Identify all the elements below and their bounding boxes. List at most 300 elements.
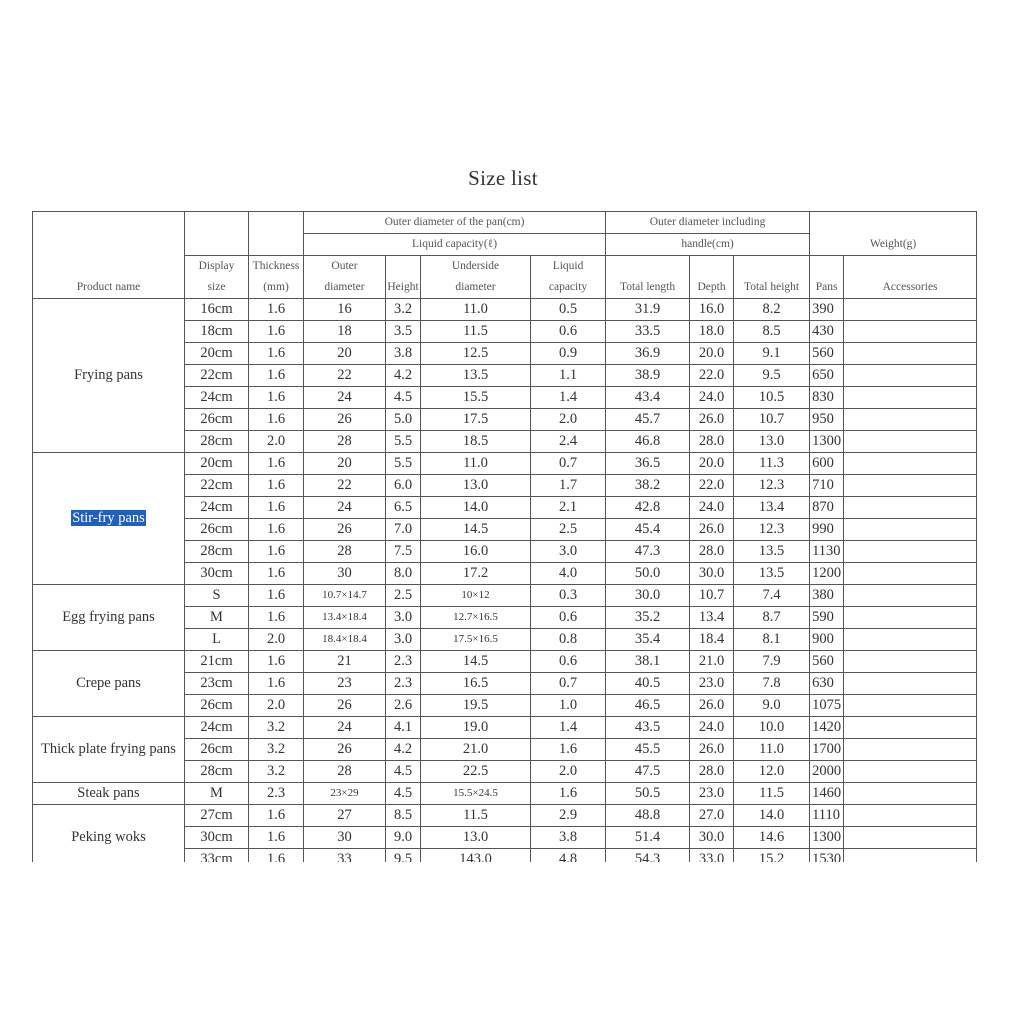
total-length-cell: 38.1 [606,651,690,673]
depth-cell: 20.0 [690,343,734,365]
product-name-cell [33,651,185,717]
header-height: Height [386,256,421,299]
outer-diameter-cell: 23 [304,673,386,695]
header-display-size-line1: Display [185,256,249,278]
accessories-cell [844,673,977,695]
total-height-cell: 11.5 [734,783,810,805]
total-length-cell: 42.8 [606,497,690,519]
depth-cell: 30.0 [690,827,734,849]
depth-cell: 10.7 [690,585,734,607]
accessories-cell [844,651,977,673]
liquid-capacity-cell: 0.7 [531,673,606,695]
header-handle-group-line2: handle(cm) [606,234,810,256]
header-outer-group-line2: Liquid capacity(ℓ) [304,234,606,256]
thickness-cell: 1.6 [249,805,304,827]
depth-cell: 24.0 [690,497,734,519]
header-liquid-line2: capacity [531,277,606,299]
depth-cell: 28.0 [690,541,734,563]
thickness-cell: 1.6 [249,409,304,431]
height-cell: 4.1 [386,717,421,739]
display-size-cell: 28cm [185,761,249,783]
pans-weight-cell: 2000 [810,761,844,783]
height-cell: 8.0 [386,563,421,585]
total-height-cell: 14.6 [734,827,810,849]
accessories-cell [844,431,977,453]
display-size-cell: 20cm [185,453,249,475]
table-row [33,805,977,827]
liquid-capacity-cell: 2.1 [531,497,606,519]
depth-cell: 23.0 [690,673,734,695]
liquid-capacity-cell: 1.4 [531,717,606,739]
accessories-cell [844,299,977,321]
depth-cell: 13.4 [690,607,734,629]
display-size-cell: 18cm [185,321,249,343]
depth-cell: 22.0 [690,365,734,387]
total-length-cell: 51.4 [606,827,690,849]
liquid-capacity-cell: 2.5 [531,519,606,541]
display-size-cell: 27cm [185,805,249,827]
size-table-container[interactable] [32,211,977,862]
header-outer-diameter-line2: diameter [304,277,386,299]
outer-diameter-cell: 22 [304,475,386,497]
product-name[interactable]: Crepe pans [76,675,141,691]
total-height-cell: 13.0 [734,431,810,453]
outer-diameter-cell: 18.4×18.4 [304,629,386,651]
display-size-cell: 26cm [185,409,249,431]
header-handle-group-line1: Outer diameter including [606,212,810,234]
total-length-cell: 38.2 [606,475,690,497]
thickness-cell: 1.6 [249,585,304,607]
accessories-cell [844,761,977,783]
pans-weight-cell: 1530 [810,849,844,863]
height-cell: 4.2 [386,365,421,387]
outer-diameter-cell: 24 [304,497,386,519]
height-cell: 3.8 [386,343,421,365]
display-size-cell: 28cm [185,431,249,453]
underside-diameter-cell: 14.0 [421,497,531,519]
total-length-cell: 48.8 [606,805,690,827]
total-length-cell: 45.4 [606,519,690,541]
total-height-cell: 9.0 [734,695,810,717]
product-name-cell [33,453,185,585]
underside-diameter-cell: 11.5 [421,805,531,827]
table-row [33,453,977,475]
outer-diameter-cell: 27 [304,805,386,827]
total-height-cell: 8.2 [734,299,810,321]
thickness-cell: 1.6 [249,827,304,849]
depth-cell: 21.0 [690,651,734,673]
height-cell: 3.0 [386,629,421,651]
outer-diameter-cell: 26 [304,519,386,541]
thickness-cell: 3.2 [249,717,304,739]
thickness-cell: 1.6 [249,321,304,343]
product-name-cell [33,299,185,453]
liquid-capacity-cell: 0.8 [531,629,606,651]
total-length-cell: 47.3 [606,541,690,563]
display-size-cell: 26cm [185,695,249,717]
display-size-cell: 23cm [185,673,249,695]
outer-diameter-cell: 33 [304,849,386,863]
total-height-cell: 8.5 [734,321,810,343]
accessories-cell [844,365,977,387]
total-height-cell: 11.3 [734,453,810,475]
accessories-cell [844,783,977,805]
header-total-length: Total length [606,256,690,299]
product-name-cell [33,585,185,651]
total-height-cell: 9.1 [734,343,810,365]
accessories-cell [844,321,977,343]
header-blank-2 [249,212,304,256]
pans-weight-cell: 1200 [810,563,844,585]
accessories-cell [844,805,977,827]
pans-weight-cell: 1130 [810,541,844,563]
depth-cell: 18.4 [690,629,734,651]
liquid-capacity-cell: 0.6 [531,651,606,673]
display-size-cell: 24cm [185,497,249,519]
outer-diameter-cell: 26 [304,409,386,431]
header-outer-group-line1: Outer diameter of the pan(cm) [304,212,606,234]
page-title: Size list [468,166,538,190]
outer-diameter-cell: 23×29 [304,783,386,805]
height-cell: 5.0 [386,409,421,431]
height-cell: 3.5 [386,321,421,343]
outer-diameter-cell: 26 [304,695,386,717]
underside-diameter-cell: 143.0 [421,849,531,863]
accessories-cell [844,409,977,431]
height-cell: 4.2 [386,739,421,761]
header-weight-group: Weight(g) [810,212,977,256]
underside-diameter-cell: 16.5 [421,673,531,695]
thickness-cell: 1.6 [249,541,304,563]
header-product-name: Product name [33,212,185,299]
pans-weight-cell: 390 [810,299,844,321]
underside-diameter-cell: 15.5×24.5 [421,783,531,805]
display-size-cell: 22cm [185,475,249,497]
height-cell: 4.5 [386,761,421,783]
total-length-cell: 46.8 [606,431,690,453]
pans-weight-cell: 830 [810,387,844,409]
liquid-capacity-cell: 0.5 [531,299,606,321]
height-cell: 2.3 [386,673,421,695]
pans-weight-cell: 1110 [810,805,844,827]
total-length-cell: 40.5 [606,673,690,695]
header-underside-line2: diameter [421,277,531,299]
total-length-cell: 38.9 [606,365,690,387]
display-size-cell: 28cm [185,541,249,563]
depth-cell: 28.0 [690,761,734,783]
total-height-cell: 10.0 [734,717,810,739]
underside-diameter-cell: 22.5 [421,761,531,783]
liquid-capacity-cell: 3.0 [531,541,606,563]
outer-diameter-cell: 13.4×18.4 [304,607,386,629]
height-cell: 6.5 [386,497,421,519]
thickness-cell: 1.6 [249,343,304,365]
total-height-cell: 12.3 [734,475,810,497]
display-size-cell: 33cm [185,849,249,863]
thickness-cell: 3.2 [249,739,304,761]
underside-diameter-cell: 10×12 [421,585,531,607]
pans-weight-cell: 900 [810,629,844,651]
header-blank-1 [185,212,249,256]
underside-diameter-cell: 13.5 [421,365,531,387]
display-size-cell: 30cm [185,563,249,585]
total-height-cell: 11.0 [734,739,810,761]
outer-diameter-cell: 28 [304,431,386,453]
display-size-cell: 24cm [185,717,249,739]
display-size-cell: L [185,629,249,651]
outer-diameter-cell: 30 [304,563,386,585]
header-thickness-line2: (mm) [249,277,304,299]
liquid-capacity-cell: 2.0 [531,761,606,783]
header-total-height: Total height [734,256,810,299]
underside-diameter-cell: 18.5 [421,431,531,453]
thickness-cell: 1.6 [249,475,304,497]
liquid-capacity-cell: 2.0 [531,409,606,431]
underside-diameter-cell: 14.5 [421,519,531,541]
header-accessories: Accessories [844,256,977,299]
height-cell: 7.5 [386,541,421,563]
thickness-cell: 1.6 [249,387,304,409]
outer-diameter-cell: 16 [304,299,386,321]
depth-cell: 23.0 [690,783,734,805]
total-height-cell: 7.8 [734,673,810,695]
liquid-capacity-cell: 1.7 [531,475,606,497]
total-height-cell: 10.7 [734,409,810,431]
outer-diameter-cell: 24 [304,387,386,409]
accessories-cell [844,519,977,541]
display-size-cell: M [185,607,249,629]
outer-diameter-cell: 28 [304,761,386,783]
underside-diameter-cell: 12.7×16.5 [421,607,531,629]
selected-product-name[interactable]: Stir-fry pans [72,510,145,526]
accessories-cell [844,585,977,607]
height-cell: 5.5 [386,431,421,453]
table-row [33,651,977,673]
liquid-capacity-cell: 3.8 [531,827,606,849]
depth-cell: 33.0 [690,849,734,863]
outer-diameter-cell: 28 [304,541,386,563]
display-size-cell: 16cm [185,299,249,321]
underside-diameter-cell: 11.0 [421,453,531,475]
liquid-capacity-cell: 1.6 [531,739,606,761]
outer-diameter-cell: 21 [304,651,386,673]
table-row [33,783,977,805]
total-height-cell: 15.2 [734,849,810,863]
underside-diameter-cell: 16.0 [421,541,531,563]
liquid-capacity-cell: 2.4 [531,431,606,453]
depth-cell: 27.0 [690,805,734,827]
depth-cell: 30.0 [690,563,734,585]
outer-diameter-cell: 20 [304,343,386,365]
depth-cell: 24.0 [690,387,734,409]
product-name[interactable]: Frying pans [74,367,143,383]
total-height-cell: 13.5 [734,541,810,563]
total-length-cell: 45.7 [606,409,690,431]
underside-diameter-cell: 11.5 [421,321,531,343]
pans-weight-cell: 1460 [810,783,844,805]
outer-diameter-cell: 18 [304,321,386,343]
display-size-cell: 20cm [185,343,249,365]
total-length-cell: 50.0 [606,563,690,585]
display-size-cell: 22cm [185,365,249,387]
outer-diameter-cell: 26 [304,739,386,761]
underside-diameter-cell: 13.0 [421,827,531,849]
underside-diameter-cell: 14.5 [421,651,531,673]
depth-cell: 26.0 [690,695,734,717]
pans-weight-cell: 380 [810,585,844,607]
total-length-cell: 43.4 [606,387,690,409]
underside-diameter-cell: 11.0 [421,299,531,321]
header-outer-diameter-line1: Outer [304,256,386,278]
liquid-capacity-cell: 4.0 [531,563,606,585]
thickness-cell: 2.0 [249,629,304,651]
height-cell: 4.5 [386,387,421,409]
outer-diameter-cell: 10.7×14.7 [304,585,386,607]
height-cell: 3.0 [386,607,421,629]
display-size-cell: 21cm [185,651,249,673]
accessories-cell [844,849,977,863]
total-length-cell: 36.9 [606,343,690,365]
product-name[interactable]: Steak pans [77,785,140,801]
depth-cell: 18.0 [690,321,734,343]
header-pans: Pans [810,256,844,299]
product-name[interactable]: Peking woks [71,829,146,845]
accessories-cell [844,739,977,761]
product-name[interactable]: Thick plate frying pans [41,741,176,757]
total-height-cell: 14.0 [734,805,810,827]
total-length-cell: 45.5 [606,739,690,761]
accessories-cell [844,343,977,365]
header-liquid-line1: Liquid [531,256,606,278]
total-length-cell: 47.5 [606,761,690,783]
accessories-cell [844,695,977,717]
liquid-capacity-cell: 1.4 [531,387,606,409]
underside-diameter-cell: 17.2 [421,563,531,585]
accessories-cell [844,607,977,629]
depth-cell: 26.0 [690,519,734,541]
display-size-cell: 26cm [185,739,249,761]
product-name-cell [33,805,185,863]
height-cell: 9.0 [386,827,421,849]
thickness-cell: 1.6 [249,299,304,321]
pans-weight-cell: 560 [810,651,844,673]
liquid-capacity-cell: 0.6 [531,607,606,629]
accessories-cell [844,563,977,585]
underside-diameter-cell: 21.0 [421,739,531,761]
liquid-capacity-cell: 1.0 [531,695,606,717]
header-depth: Depth [690,256,734,299]
thickness-cell: 3.2 [249,761,304,783]
thickness-cell: 2.3 [249,783,304,805]
total-height-cell: 13.4 [734,497,810,519]
product-name[interactable]: Egg frying pans [62,609,155,625]
height-cell: 6.0 [386,475,421,497]
display-size-cell: 26cm [185,519,249,541]
thickness-cell: 1.6 [249,519,304,541]
thickness-cell: 2.0 [249,431,304,453]
pans-weight-cell: 560 [810,343,844,365]
thickness-cell: 2.0 [249,695,304,717]
pans-weight-cell: 1300 [810,431,844,453]
table-row [33,717,977,739]
height-cell: 9.5 [386,849,421,863]
liquid-capacity-cell: 0.3 [531,585,606,607]
underside-diameter-cell: 15.5 [421,387,531,409]
accessories-cell [844,387,977,409]
total-length-cell: 31.9 [606,299,690,321]
height-cell: 3.2 [386,299,421,321]
display-size-cell: M [185,783,249,805]
underside-diameter-cell: 13.0 [421,475,531,497]
product-name-cell [33,783,185,805]
pans-weight-cell: 630 [810,673,844,695]
total-height-cell: 12.0 [734,761,810,783]
liquid-capacity-cell: 2.9 [531,805,606,827]
underside-diameter-cell: 17.5 [421,409,531,431]
outer-diameter-cell: 30 [304,827,386,849]
total-length-cell: 50.5 [606,783,690,805]
underside-diameter-cell: 12.5 [421,343,531,365]
height-cell: 2.6 [386,695,421,717]
pans-weight-cell: 650 [810,365,844,387]
height-cell: 4.5 [386,783,421,805]
total-height-cell: 12.3 [734,519,810,541]
table-row [33,585,977,607]
accessories-cell [844,475,977,497]
display-size-cell: S [185,585,249,607]
product-name-cell [33,717,185,783]
total-height-cell: 7.4 [734,585,810,607]
height-cell: 7.0 [386,519,421,541]
accessories-cell [844,629,977,651]
pans-weight-cell: 990 [810,519,844,541]
header-underside-line1: Underside [421,256,531,278]
pans-weight-cell: 1300 [810,827,844,849]
total-length-cell: 43.5 [606,717,690,739]
pans-weight-cell: 870 [810,497,844,519]
underside-diameter-cell: 17.5×16.5 [421,629,531,651]
liquid-capacity-cell: 0.9 [531,343,606,365]
liquid-capacity-cell: 0.7 [531,453,606,475]
height-cell: 5.5 [386,453,421,475]
depth-cell: 20.0 [690,453,734,475]
depth-cell: 16.0 [690,299,734,321]
total-length-cell: 54.3 [606,849,690,863]
total-height-cell: 9.5 [734,365,810,387]
accessories-cell [844,717,977,739]
accessories-cell [844,497,977,519]
underside-diameter-cell: 19.5 [421,695,531,717]
total-length-cell: 46.5 [606,695,690,717]
depth-cell: 26.0 [690,739,734,761]
total-length-cell: 33.5 [606,321,690,343]
pans-weight-cell: 710 [810,475,844,497]
height-cell: 2.5 [386,585,421,607]
height-cell: 8.5 [386,805,421,827]
total-height-cell: 10.5 [734,387,810,409]
size-table [32,211,977,862]
outer-diameter-cell: 20 [304,453,386,475]
accessories-cell [844,827,977,849]
thickness-cell: 1.6 [249,651,304,673]
pans-weight-cell: 1700 [810,739,844,761]
thickness-cell: 1.6 [249,365,304,387]
accessories-cell [844,541,977,563]
header-thickness-line1: Thickness [249,256,304,278]
thickness-cell: 1.6 [249,453,304,475]
outer-diameter-cell: 22 [304,365,386,387]
pans-weight-cell: 430 [810,321,844,343]
